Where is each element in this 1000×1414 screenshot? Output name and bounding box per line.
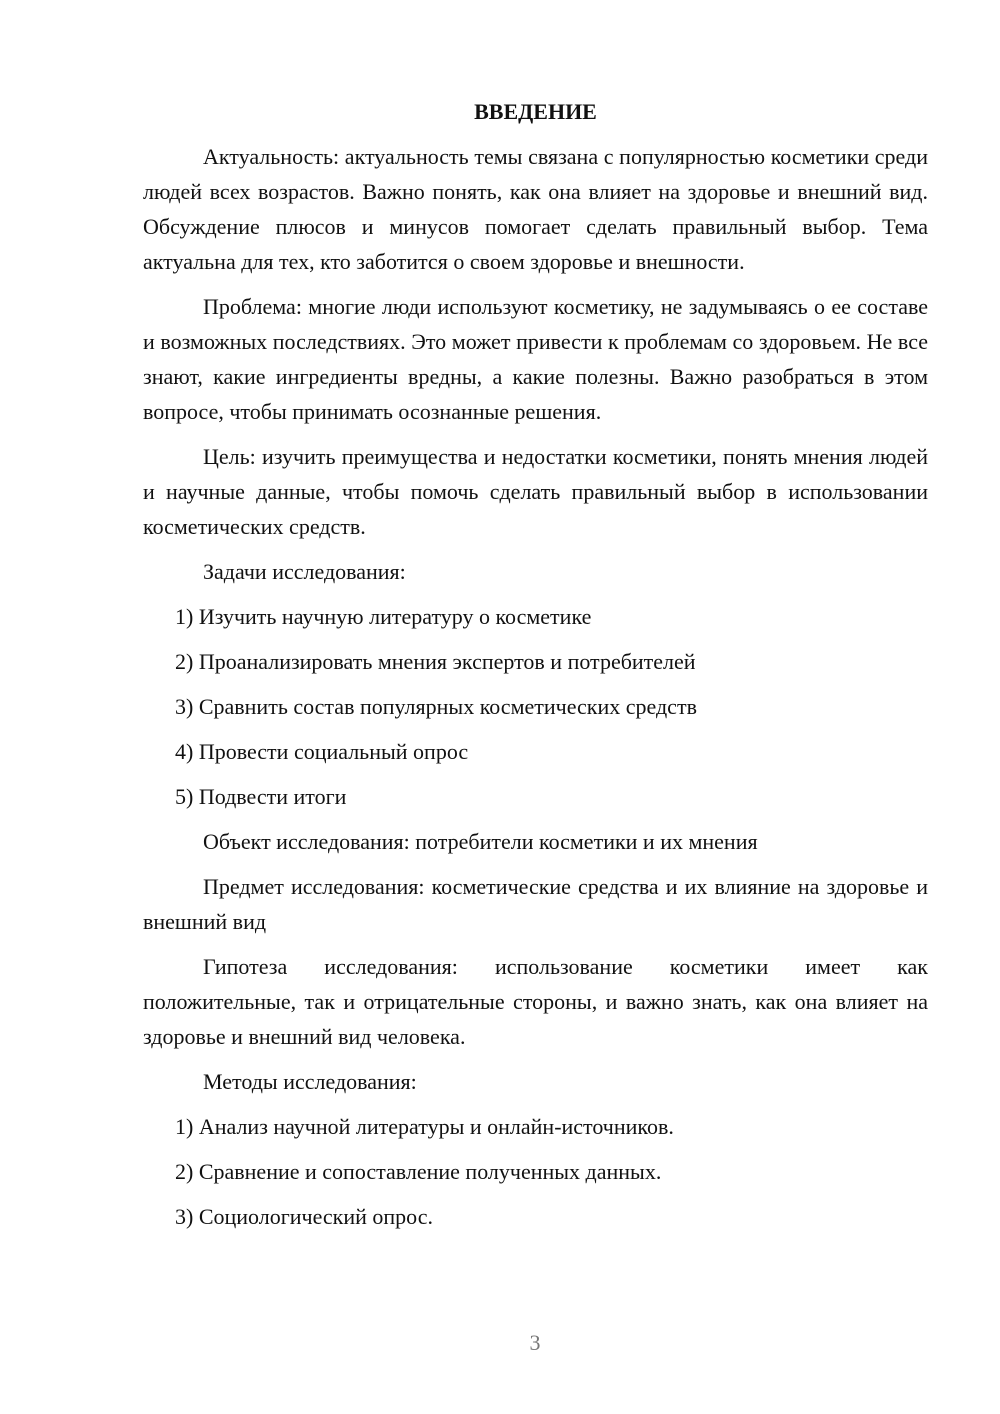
goal-paragraph: Цель: изучить преимущества и недостатки косметики, понять мнения людей и научные данные, чтобы помочь сделать правильный выбор в использовании косметических средств. bbox=[143, 444, 928, 539]
problem-paragraph: Проблема: многие люди используют косметику, не задумываясь о ее составе и возможных последствиях. Это может привести к проблемам со здоровьем. Не все знают, какие ингредиенты вредны, а какие полезны. Важно разобраться в этом вопросе, чтобы принимать осознанные решения. bbox=[143, 294, 928, 424]
object-paragraph: Объект исследования: потребители косметики и их мнения bbox=[203, 829, 758, 854]
task-item: 2) Проанализировать мнения экспертов и потребителей bbox=[175, 649, 696, 674]
task-item: 4) Провести социальный опрос bbox=[175, 739, 469, 764]
relevance-paragraph: Актуальность: актуальность темы связана с популярностью косметики среди людей всех возрастов. Важно понять, как она влияет на здоровье и внешний вид. Обсуждение плюсов и минусов помогает сделать правильный выбор. Тема актуальна для тех, кто заботится о своем здоровье и внешности. bbox=[143, 144, 928, 274]
method-item: 1) Анализ научной литературы и онлайн-источников. bbox=[175, 1114, 674, 1139]
methods-heading: Методы исследования: bbox=[203, 1069, 417, 1094]
task-item: 3) Сравнить состав популярных косметических средств bbox=[175, 694, 697, 719]
method-item: 2) Сравнение и сопоставление полученных данных. bbox=[175, 1159, 662, 1184]
document-page bbox=[143, 94, 928, 1244]
page-title: ВВЕДЕНИЕ bbox=[474, 99, 597, 124]
hypothesis-paragraph: Гипотеза исследования: использование косметики имеет как положительные, так и отрицательные стороны, и важно знать, как она влияет на здоровье и внешний вид человека. bbox=[143, 954, 928, 1049]
method-item: 3) Социологический опрос. bbox=[175, 1204, 433, 1229]
task-item: 1) Изучить научную литературу о косметике bbox=[175, 604, 592, 629]
task-item: 5) Подвести итоги bbox=[175, 784, 347, 809]
tasks-heading: Задачи исследования: bbox=[203, 559, 406, 584]
page-number: 3 bbox=[529, 1330, 541, 1355]
subject-paragraph: Предмет исследования: косметические средства и их влияние на здоровье и внешний вид bbox=[143, 874, 928, 934]
